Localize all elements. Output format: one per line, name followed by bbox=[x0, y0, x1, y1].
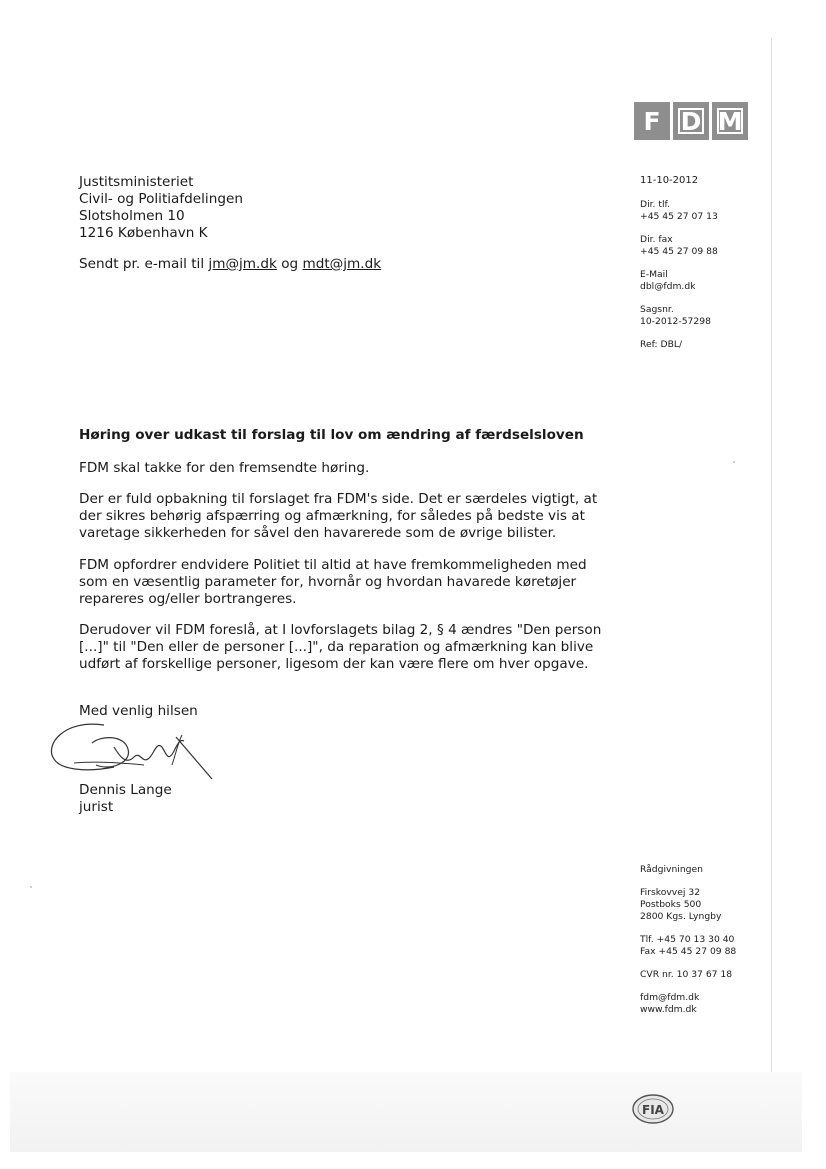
department-name: Rådgivningen bbox=[640, 864, 703, 875]
logo-letter-d: D bbox=[678, 108, 704, 134]
paragraph-line: repareres og/eller bortrangeres. bbox=[79, 591, 297, 607]
signer-title: jurist bbox=[79, 799, 114, 815]
paragraph-line: FDM skal takke for den fremsendte høring. bbox=[79, 460, 370, 476]
sender-info-column bbox=[640, 175, 718, 351]
letter-date: 11-10-2012 bbox=[640, 175, 699, 186]
phone-fax-block bbox=[640, 934, 736, 958]
company-fax: Fax +45 45 27 09 88 bbox=[640, 946, 737, 957]
recipient-line: Justitsministeriet bbox=[79, 174, 194, 190]
recipient-line: Slotsholmen 10 bbox=[79, 208, 185, 224]
recipient-line: 1216 København K bbox=[79, 225, 208, 241]
direct-phone-label: Dir. tlf. bbox=[640, 199, 671, 210]
paragraph-2 bbox=[79, 491, 639, 542]
paragraph-4 bbox=[79, 622, 639, 673]
recipient-line: Civil- og Politiafdelingen bbox=[79, 191, 243, 207]
footer-scan-band bbox=[10, 1072, 802, 1152]
company-email: fdm@fdm.dk bbox=[640, 992, 700, 1003]
direct-phone-block bbox=[640, 199, 718, 223]
company-phone: Tlf. +45 70 13 30 40 bbox=[640, 934, 735, 945]
seal-lettering: FIA bbox=[642, 1103, 664, 1117]
address-line: Firskovvej 32 bbox=[640, 887, 701, 898]
reference: Ref: DBL/ bbox=[640, 339, 683, 350]
handwritten-signature bbox=[44, 717, 224, 785]
sent-prefix: Sendt pr. e-mail til bbox=[79, 256, 209, 272]
page-edge-line bbox=[771, 38, 772, 1138]
closing-greeting: Med venlig hilsen bbox=[79, 703, 198, 719]
contact-block bbox=[640, 992, 736, 1016]
email-label: E-Mail bbox=[640, 269, 668, 280]
signer-name: Dennis Lange bbox=[79, 782, 172, 798]
signer-block bbox=[79, 782, 172, 816]
direct-phone: +45 45 27 07 13 bbox=[640, 211, 718, 222]
fdm-logo bbox=[634, 102, 748, 140]
sender-email: dbl@fdm.dk bbox=[640, 281, 696, 292]
paragraph-line: FDM opfordrer endvidere Politiet til altid at have fremkommeligheden med bbox=[79, 557, 587, 573]
paragraph-line: der sikres behørig afspærring og afmærkning, for således på bedste vis at bbox=[79, 508, 585, 524]
case-number-block bbox=[640, 304, 718, 328]
email-link-mdt[interactable]: mdt@jm.dk bbox=[302, 256, 382, 272]
recipient-address bbox=[79, 174, 243, 242]
company-website: www.fdm.dk bbox=[640, 1004, 697, 1015]
address-line: 2800 Kgs. Lyngby bbox=[640, 911, 722, 922]
logo-tile-d bbox=[673, 102, 709, 140]
email-block bbox=[640, 269, 718, 293]
email-link-jm[interactable]: jm@jm.dk bbox=[208, 256, 277, 272]
paragraph-line: Derudover vil FDM foreslå, at I lovforslagets bilag 2, § 4 ændres "Den person bbox=[79, 622, 602, 638]
sent-middle: og bbox=[276, 256, 303, 272]
case-number: 10-2012-57298 bbox=[640, 316, 711, 327]
cvr-number: CVR nr. 10 37 67 18 bbox=[640, 969, 733, 980]
paragraph-line: varetage sikkerheden for såvel den havarerede som de øvrige bilister. bbox=[79, 525, 557, 541]
logo-tile-f bbox=[634, 102, 670, 140]
paragraph-3 bbox=[79, 557, 639, 608]
company-footer-info bbox=[640, 864, 736, 1016]
scan-speck bbox=[30, 886, 32, 888]
letter-subject: Høring over udkast til forslag til lov om ændring af færdselsloven bbox=[79, 427, 584, 443]
sent-by-email-line bbox=[79, 256, 381, 272]
fia-seal-icon bbox=[631, 1093, 675, 1125]
address-line: Postboks 500 bbox=[640, 899, 702, 910]
direct-fax: +45 45 27 09 88 bbox=[640, 246, 718, 257]
paragraph-1 bbox=[79, 460, 639, 477]
logo-letter-m: M bbox=[717, 106, 743, 136]
paragraph-line: som en væsentlig parameter for, hvornår og hvordan havarede køretøjer bbox=[79, 574, 577, 590]
scan-speck bbox=[733, 461, 735, 463]
postal-address bbox=[640, 887, 736, 923]
case-number-label: Sagsnr. bbox=[640, 304, 674, 315]
logo-tile-m bbox=[712, 102, 748, 140]
paragraph-line: udført af forskellige personer, ligesom der kan være flere om hver opgave. bbox=[79, 656, 589, 672]
direct-fax-block bbox=[640, 234, 718, 258]
logo-letter-f: F bbox=[643, 106, 661, 136]
direct-fax-label: Dir. fax bbox=[640, 234, 673, 245]
paragraph-line: Der er fuld opbakning til forslaget fra FDM's side. Det er særdeles vigtigt, at bbox=[79, 491, 598, 507]
paragraph-line: [...]" til "Den eller de personer [...]", da reparation og afmærkning kan blive bbox=[79, 639, 594, 655]
